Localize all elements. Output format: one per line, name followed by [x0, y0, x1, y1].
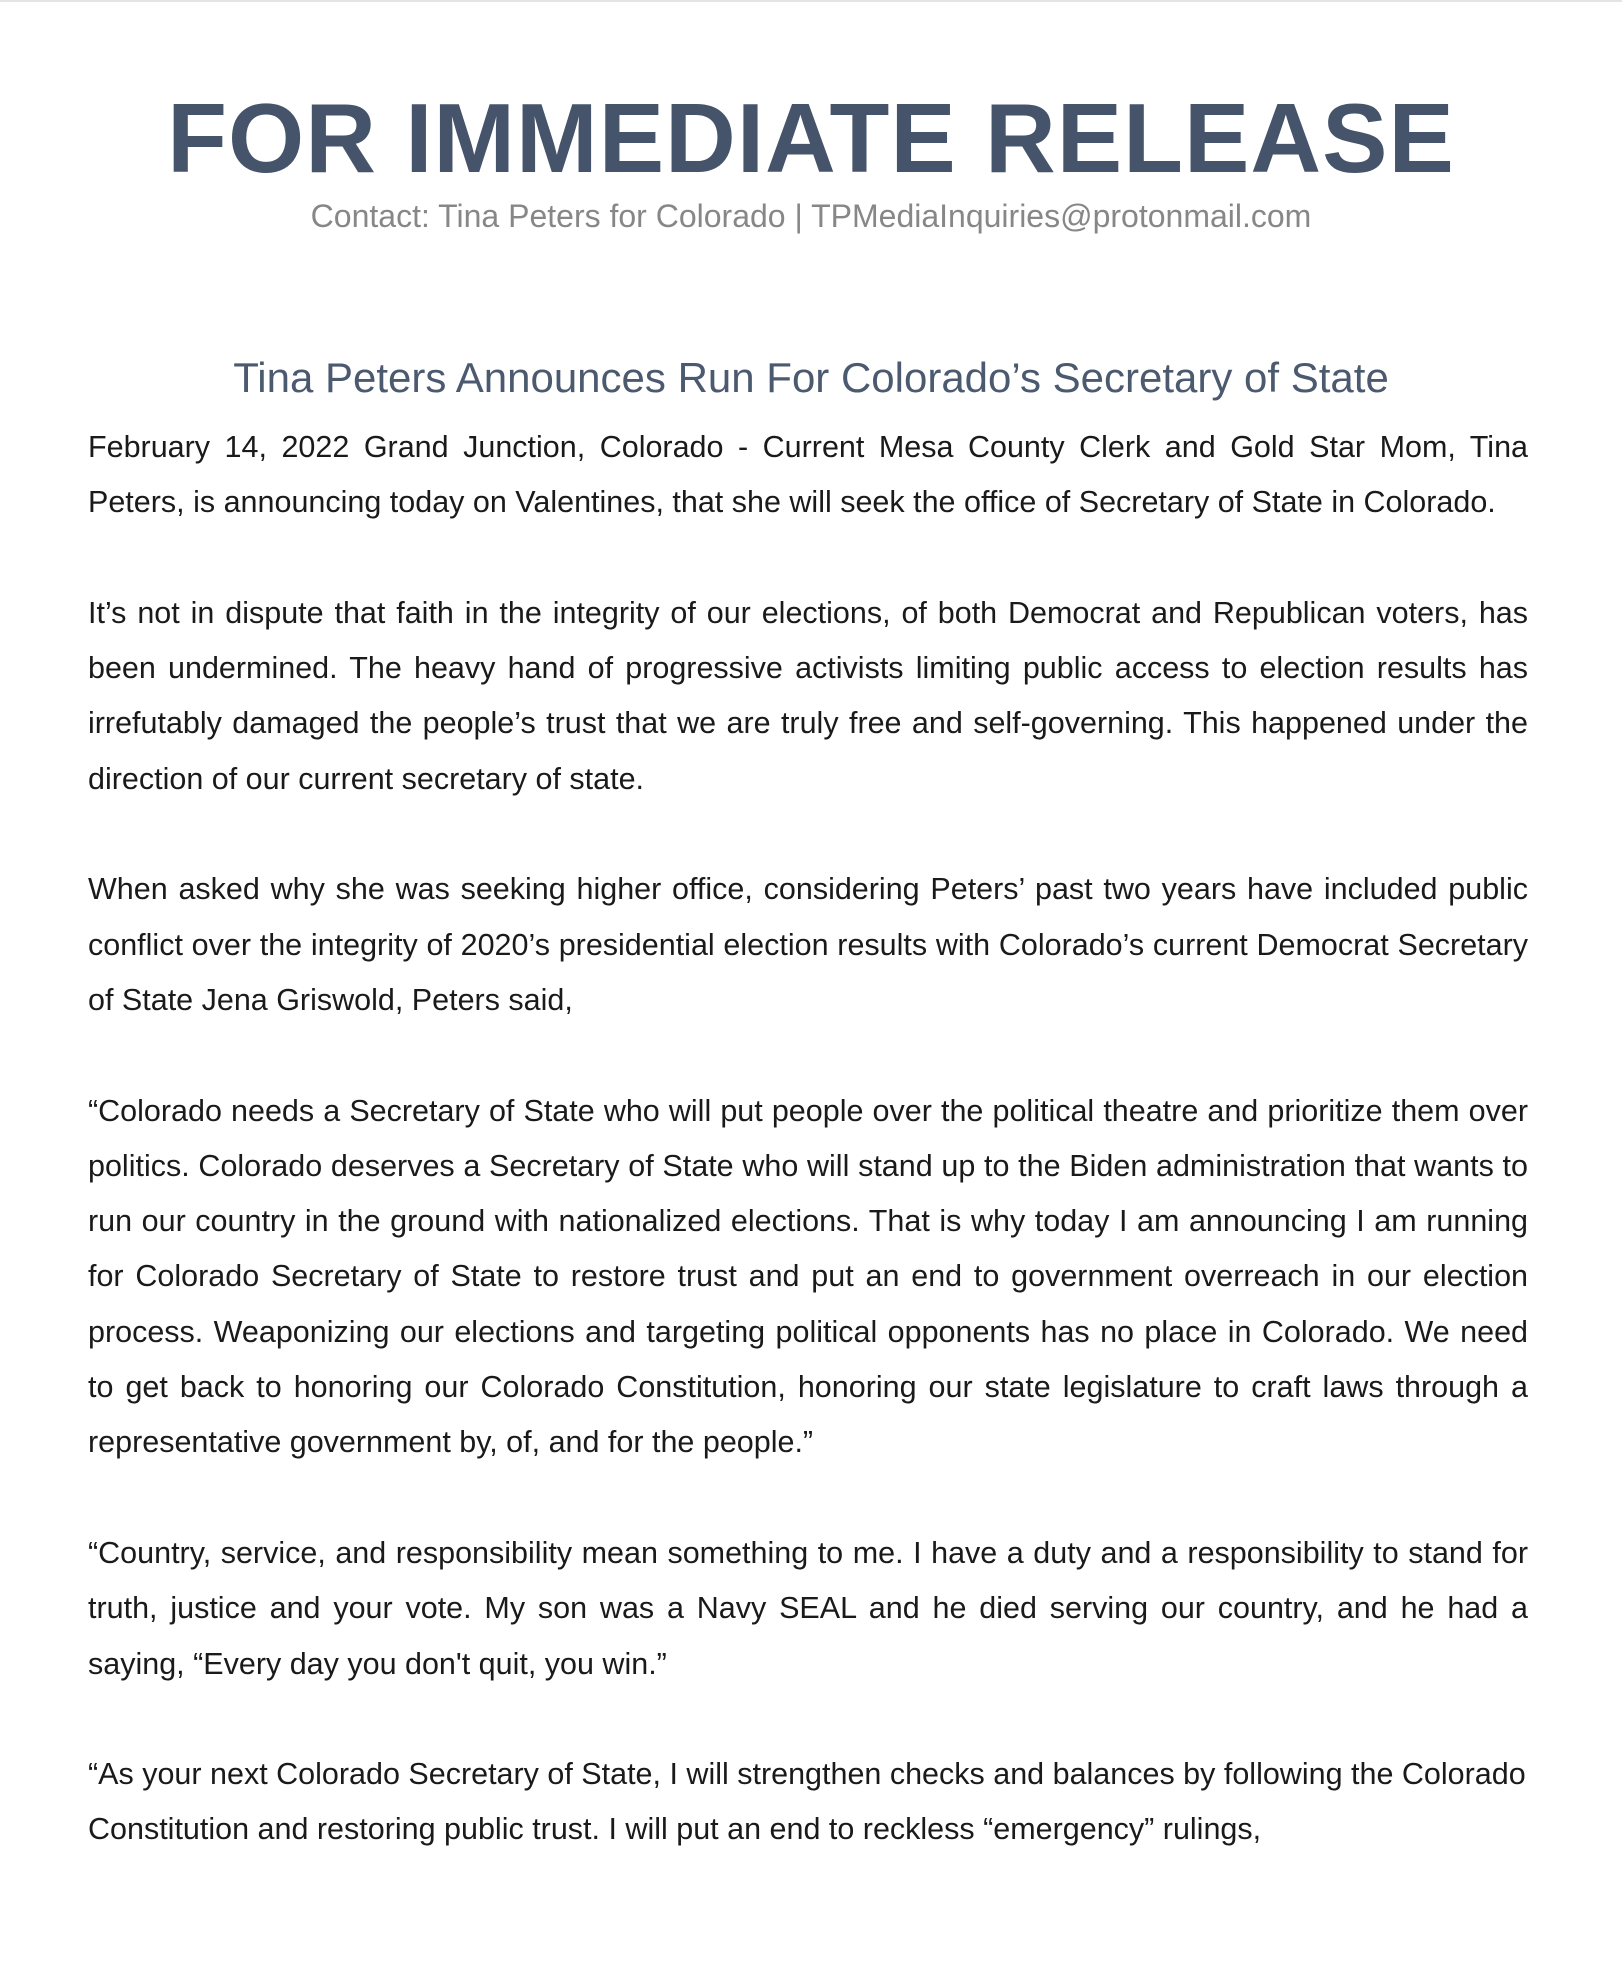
release-body [88, 420, 1528, 1858]
paragraph-dateline: February 14, 2022 Grand Junction, Colorado - Current Mesa County Clerk and Gold Star Mom, Tina Peters, is announcing today on Valentines, that she will seek the office of Secretary of State in Colorado. [88, 430, 1528, 520]
paragraph-quote-country-service: “Country, service, and responsibility mean something to me. I have a duty and a responsibility to stand for truth, justice and your vote. My son was a Navy SEAL and he died serving our country, and he had a saying, “Every day you don't quit, you win.” [88, 1535, 1528, 1681]
contact-line: Contact: Tina Peters for Colorado | TPMediaInquiries@protonmail.com [310, 198, 1312, 234]
page-top-edge [0, 0, 1622, 2]
paragraph-quote-next-secretary: “As your next Colorado Secretary of State, I will strengthen checks and balances by following the Colorado Constitution and restoring public trust. I will put an end to reckless “emergency” rulings, [88, 1757, 1526, 1847]
paragraph-higher-office: When asked why she was seeking higher office, considering Peters’ past two years have included public conflict over the integrity of 2020’s presidential election results with Colorado’s current Democrat Secretary of State Jena Griswold, Peters said, [88, 872, 1528, 1017]
release-headline: FOR IMMEDIATE RELEASE [167, 83, 1455, 193]
paragraph-quote-colorado-needs: “Colorado needs a Secretary of State who will put people over the political theatre and prioritize them over politics. Colorado deserves a Secretary of State who will stand up to the Biden administration that wants to run our country in the ground with nationalized elections. That is why today I am announcing I am running for Colorado Secretary of State to restore trust and put an end to government overreach in our election process. Weaponizing our elections and targeting political opponents has no place in Colorado. We need to get back to honoring our Colorado Constitution, honoring our state legislature to craft laws through a representative government by, of, and for the people.” [88, 1093, 1528, 1460]
release-subtitle: Tina Peters Announces Run For Colorado’s Secretary of State [233, 354, 1389, 401]
paragraph-election-integrity: It’s not in dispute that faith in the integrity of our elections, of both Democrat and Republican voters, has been undermined. The heavy hand of progressive activists limiting public access to election results has irrefutably damaged the people’s trust that we are truly free and self-governing. This happened under the direction of our current secretary of state. [88, 595, 1528, 796]
